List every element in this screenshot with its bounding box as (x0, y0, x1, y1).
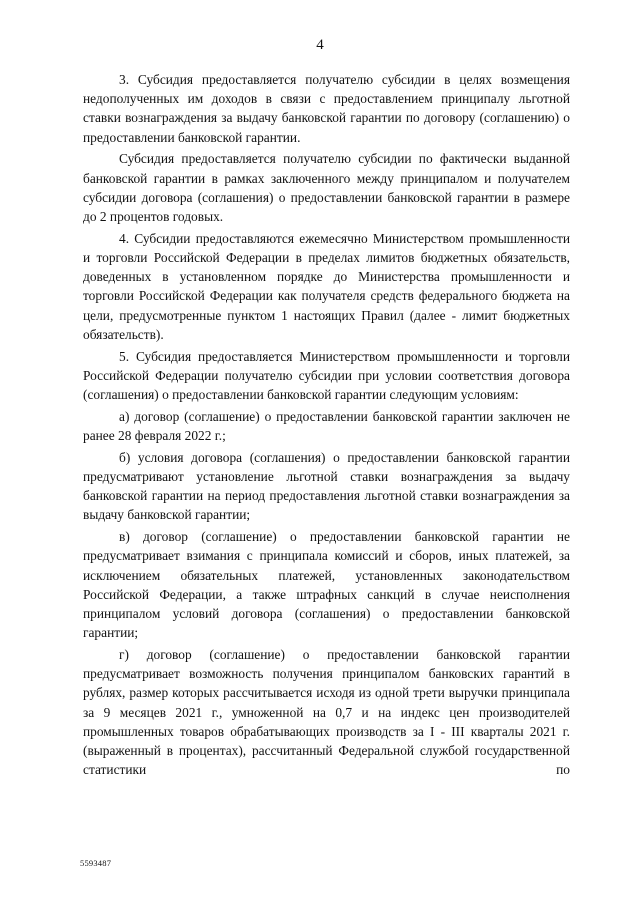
document-body (83, 70, 570, 779)
condition-g: г) договор (соглашение) о предоставлении банковской гарантии предусматривает возможность получения принципалом банковских гарантий в рублях, размер которых рассчитывается исходя из одной трети выручки принципала за 9 месяцев 2021 г., умноженной на 0,7 и на индекс цен производителей промышленных товаров обрабатывающих производств за I - III кварталы 2021 г. (выраженный в процентах), рассчитанный Федеральной службой государственной статистики по (83, 647, 570, 778)
paragraph-5: 5. Субсидия предоставляется Министерством промышленности и торговли Российской Федерации получателю субсидии при условии соответствия договора (соглашения) о предоставлении банковской гарантии следующим условиям: (83, 348, 570, 403)
page-number: 4 (316, 37, 324, 53)
paragraph-3-subsidy-rate: Субсидия предоставляется получателю субсидии по фактически выданной банковской гарантии в рамках заключенного между принципалом и получателем субсидии договора (соглашения) о предоставлении банковской гарантии в размере до 2 процентов годовых. (83, 151, 570, 225)
condition-b: б) условия договора (соглашения) о предоставлении банковской гарантии предусматривают установление льготной ставки вознаграждения за выдачу банковской гарантии на период предоставления льготной ставки вознаграждения за выдачу банковской гарантии; (83, 449, 570, 523)
paragraph-3: 3. Субсидия предоставляется получателю субсидии в целях возмещения недополученных им доходов в связи с предоставлением принципалу льготной ставки вознаграждения за выдачу банковской гарантии по договору (соглашению) о предоставлении банковской гарантии. (83, 72, 570, 145)
condition-a: а) договор (соглашение) о предоставлении банковской гарантии заключен не ранее 28 февраля 2022 г.; (83, 408, 570, 444)
paragraph-4: 4. Субсидии предоставляются ежемесячно Министерством промышленности и торговли Российской Федерации в пределах лимитов бюджетных обязательств, доведенных в установленном порядке до Министерства промышленности и торговли Российской Федерации как получателя средств федерального бюджета на цели, предусмотренные пунктом 1 настоящих Правил (далее - лимит бюджетных обязательств). (83, 230, 570, 342)
document-code: 5593487 (80, 858, 112, 868)
condition-v: в) договор (соглашение) о предоставлении банковской гарантии не предусматривает взимания с принципала комиссий и сборов, иных платежей, за исключением обязательных платежей, установленных законодательством Российской Федерации, а также штрафных санкций в случае неисполнения принципалом условий договора (соглашения) о предоставлении банковской гарантии; (83, 529, 570, 641)
